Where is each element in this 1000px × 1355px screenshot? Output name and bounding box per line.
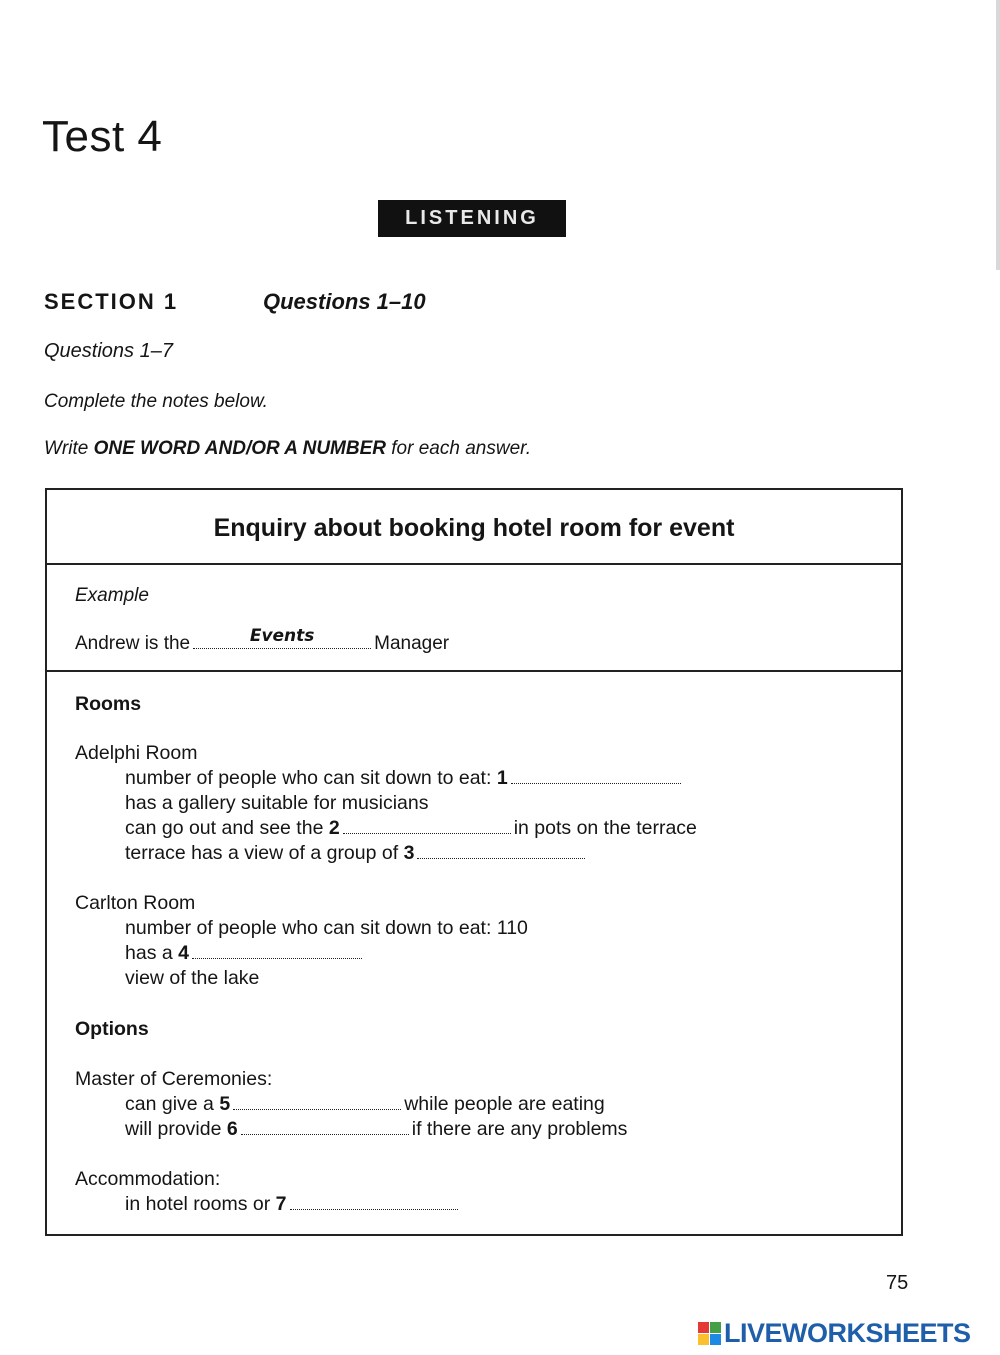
options-heading: Options (75, 1018, 149, 1040)
listening-badge: LISTENING (378, 200, 566, 237)
acc-l1-pre: in hotel rooms or (125, 1193, 271, 1215)
page-title: Test 4 (42, 112, 163, 161)
liveworksheets-logo-icon (698, 1322, 721, 1345)
question-number-6: 6 (226, 1118, 238, 1140)
answer-blank-7[interactable] (290, 1208, 458, 1210)
question-number-4: 4 (178, 942, 189, 964)
answer-blank-5[interactable] (233, 1108, 401, 1110)
adelphi-line-4 (125, 842, 588, 865)
example-label: Example (75, 585, 149, 606)
answer-blank-1[interactable] (511, 782, 681, 784)
instruction-complete: Complete the notes below. (44, 391, 268, 412)
adelphi-room-name: Adelphi Room (75, 742, 198, 764)
adelphi-line-3 (125, 817, 697, 840)
question-number-7: 7 (275, 1193, 287, 1215)
example-answer: Events (249, 626, 315, 646)
logo-square-green (710, 1322, 721, 1333)
answer-blank-4[interactable] (192, 957, 362, 959)
logo-square-red (698, 1322, 709, 1333)
question-number-5: 5 (219, 1093, 231, 1115)
accommodation-line-1 (125, 1193, 461, 1216)
example-pre: Andrew is the (75, 633, 191, 654)
instruction-write-pre: Write (44, 438, 94, 459)
answer-blank-3[interactable] (417, 857, 585, 859)
accommodation-name: Accommodation: (75, 1168, 221, 1190)
example-blank (193, 626, 371, 649)
logo-text: LIVEWORKSHEETS (724, 1318, 971, 1348)
instruction-write-bold: ONE WORD AND/OR A NUMBER (93, 438, 386, 459)
adelphi-l1-text: number of people who can sit down to eat: (125, 767, 492, 789)
adelphi-l4-pre: terrace has a view of a group of (125, 842, 399, 864)
notes-box (45, 488, 903, 1236)
section-label: SECTION 1 (44, 289, 179, 314)
question-number-2: 2 (328, 817, 340, 839)
logo-square-blue (710, 1334, 721, 1345)
instruction-write (44, 438, 531, 460)
page-edge-shadow (996, 0, 1000, 270)
sub-questions-label: Questions 1–7 (44, 340, 173, 362)
carlton-line-2 (125, 942, 365, 965)
section-questions: Questions 1–10 (263, 289, 426, 314)
liveworksheets-logo (698, 1318, 971, 1349)
carlton-room-name: Carlton Room (75, 892, 196, 914)
mc-l2-post: if there are any problems (411, 1118, 628, 1140)
adelphi-line-1 (125, 767, 684, 790)
adelphi-l3-post: in pots on the terrace (513, 817, 697, 839)
question-number-3: 3 (403, 842, 415, 864)
question-number-1: 1 (496, 767, 508, 789)
example-area (47, 565, 901, 672)
answer-blank-2[interactable] (343, 832, 511, 834)
page-number: 75 (886, 1272, 909, 1294)
mc-line-1 (125, 1093, 605, 1116)
mc-l1-post: while people are eating (404, 1093, 605, 1115)
answer-blank-6[interactable] (241, 1133, 409, 1135)
mc-line-2 (125, 1118, 627, 1141)
mc-l2-pre: will provide (125, 1118, 222, 1140)
adelphi-l3-pre: can go out and see the (125, 817, 324, 839)
notes-box-title: Enquiry about booking hotel room for event (47, 490, 901, 565)
example-post: Manager (374, 633, 450, 654)
example-line (75, 626, 450, 655)
adelphi-line-2: has a gallery suitable for musicians (125, 792, 429, 814)
carlton-line-1: number of people who can sit down to eat: 110 (125, 917, 528, 939)
mc-name: Master of Ceremonies: (75, 1068, 273, 1090)
carlton-l2-pre: has a (125, 942, 173, 964)
carlton-line-3: view of the lake (125, 967, 260, 989)
mc-l1-pre: can give a (125, 1093, 214, 1115)
instruction-write-post: for each answer. (386, 438, 532, 459)
rooms-heading: Rooms (75, 693, 142, 715)
logo-square-yellow (698, 1334, 709, 1345)
